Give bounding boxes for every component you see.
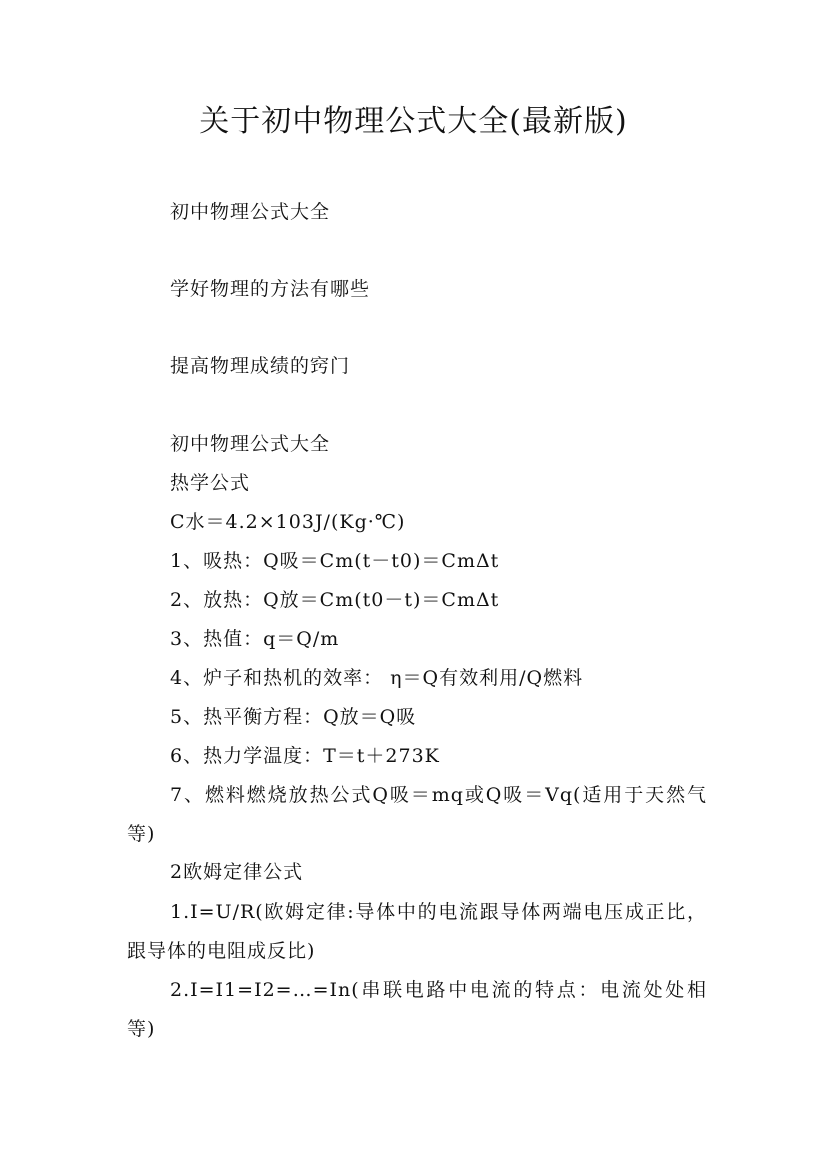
section-heading: 初中物理公式大全 xyxy=(170,433,331,455)
thermal-item-7: 7、燃料燃烧放热公式Q吸＝mq或Q吸＝Vq(适用于天然气等) xyxy=(127,784,707,845)
thermal-item-3: 3、热值：q＝Q/m xyxy=(170,628,340,650)
thermal-item-5: 5、热平衡方程：Q放＝Q吸 xyxy=(170,706,417,728)
ohm-heading: 2欧姆定律公式 xyxy=(170,861,304,883)
thermal-item-2: 2、放热：Q放＝Cm(t0－t)＝CmΔt xyxy=(170,589,500,611)
toc-item-formulas[interactable]: 初中物理公式大全 xyxy=(170,201,331,223)
thermal-heading: 热学公式 xyxy=(170,472,251,494)
thermal-item-6: 6、热力学温度：T＝t＋273K xyxy=(170,745,440,767)
document-title: 关于初中物理公式大全(最新版) xyxy=(199,104,628,139)
ohm-item-2: 2.I=I1=I2=…=In(串联电路中电流的特点：电流处处相等) xyxy=(127,979,707,1040)
toc-item-study-methods[interactable]: 学好物理的方法有哪些 xyxy=(170,278,371,300)
water-specific-heat: C水＝4.2×103J/(Kg·℃) xyxy=(170,511,406,533)
ohm-item-1: 1.I=U/R(欧姆定律:导体中的电流跟导体两端电压成正比，跟导体的电阻成反比) xyxy=(127,901,707,962)
thermal-item-4: 4、炉子和热机的效率： η＝Q有效利用/Q燃料 xyxy=(170,667,584,689)
thermal-item-1: 1、吸热：Q吸＝Cm(t－t0)＝CmΔt xyxy=(170,550,500,572)
toc-item-improve-tips[interactable]: 提高物理成绩的窍门 xyxy=(170,355,351,377)
